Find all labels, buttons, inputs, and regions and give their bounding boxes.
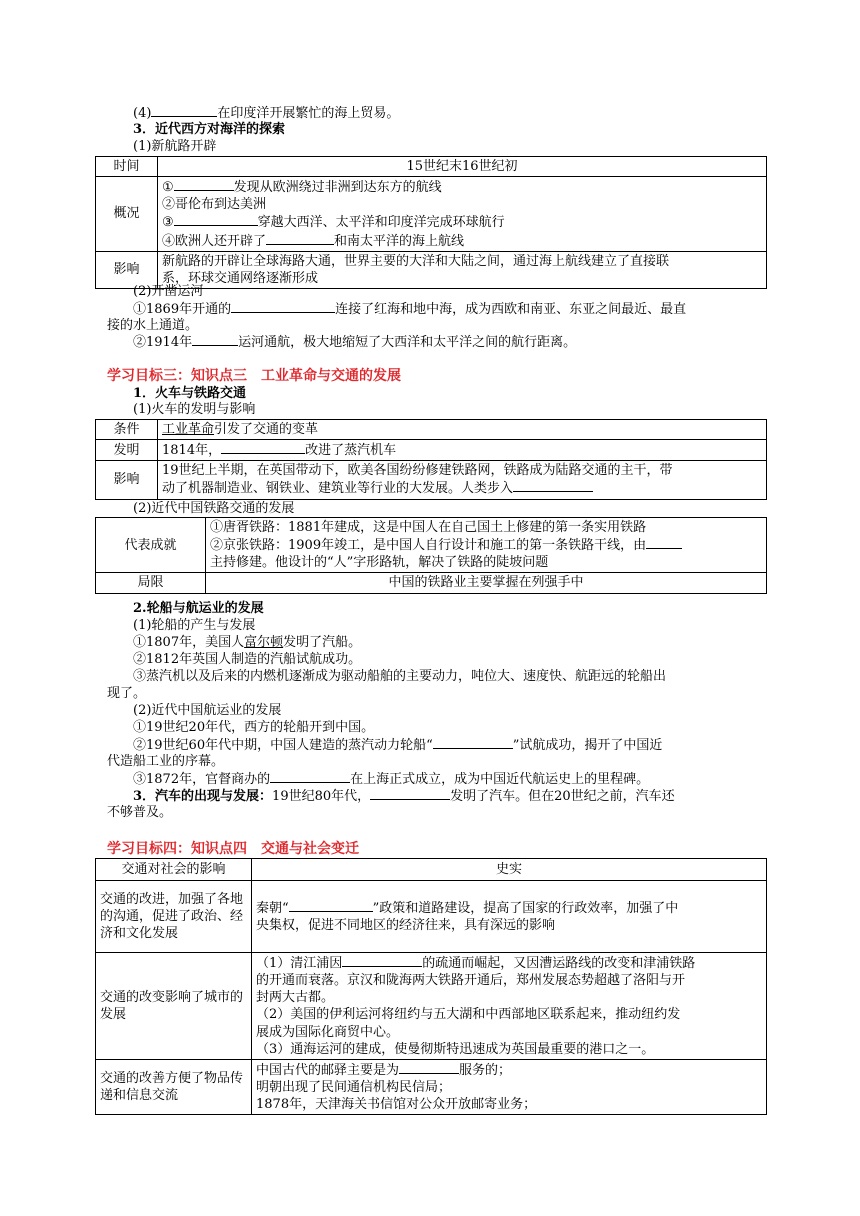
item-4: (4) 在印度洋开展繁忙的海上贸易。 — [133, 106, 400, 121]
china-railway-table — [95, 517, 767, 594]
train-table — [95, 419, 767, 500]
car-heading: 3．汽车的出现与发展：19世纪80年代， 发明了汽车。但在20世纪之前，汽车还 — [133, 789, 675, 804]
table-header-facts: 史实 — [252, 859, 767, 881]
row-label-2: 交通的改变影响了城市的发展 — [96, 953, 252, 1060]
answer-blank[interactable] — [513, 479, 593, 492]
impact-cell: 19世纪上半期，在英国带动下，欧美各国纷纷修建铁路网，铁路成为陆路交通的主干，带 动了机器制造业、钢铁业、建筑业等行业的大发展。人类步入 — [158, 461, 767, 499]
car-heading-cont: 不够普及。 — [107, 805, 173, 820]
table-header-impact: 交通对社会的影响 — [96, 859, 252, 881]
answer-blank[interactable] — [231, 300, 335, 313]
answer-blank[interactable] — [174, 213, 258, 226]
answer-blank[interactable] — [646, 536, 682, 549]
answer-blank[interactable] — [151, 104, 217, 117]
shipping-item-3: ③1872年，官督商办的 在上海正式成立，成为中国近代航运史上的里程碑。 — [133, 772, 650, 787]
sub-heading: (2)近代中国铁路交通的发展 — [133, 501, 295, 516]
section-title: 学习目标三：知识点三 工业革命与交通的发展 — [107, 368, 401, 384]
answer-blank[interactable] — [221, 441, 305, 454]
answer-blank[interactable] — [433, 736, 513, 749]
heading-3: 3．近代西方对海洋的探索 — [133, 122, 286, 137]
answer-blank[interactable] — [192, 333, 238, 346]
sub-heading: (2)近代中国航运业的发展 — [133, 703, 282, 718]
canal-2: ②1914年 运河通航，极大地缩短了大西洋和太平洋之间的航行距离。 — [133, 335, 577, 350]
ship-item-3: ③蒸汽机以及后来的内燃机逐渐成为驱动船舶的主要动力，吨位大、速度快、航距远的轮船出 — [133, 669, 667, 684]
sub-heading: (1)火车的发明与影响 — [133, 402, 256, 417]
row-label-achievements: 代表成就 — [96, 518, 206, 573]
answer-blank[interactable] — [342, 954, 422, 967]
impact-cell: 新航路的开辟让全球海路大通，世界主要的大洋和大陆之间，通过海上航线建立了直接联 系，环球交通网络逐渐形成 — [158, 251, 767, 288]
ship-item-1: ①1807年，美国人富尔顿发明了汽船。 — [133, 635, 362, 650]
society-table — [95, 858, 767, 1115]
row-label-impact: 影响 — [96, 251, 158, 288]
canal-1-cont: 接的水上通道。 — [107, 318, 199, 333]
overview-cell: ① 发现从欧洲绕过非洲到达东方的航线 ②哥伦布到达美洲 ③ 穿越大西洋、太平洋和印度洋完成环球航行 ④欧洲人还开辟了 和南太平洋的海上航线 — [158, 177, 767, 252]
answer-blank[interactable] — [266, 232, 334, 245]
row-label-impact: 影响 — [96, 461, 158, 499]
heading: 2.轮船与航运业的发展 — [133, 601, 264, 616]
answer-blank[interactable] — [174, 178, 234, 191]
row-label-overview: 概况 — [96, 177, 158, 252]
achievements-cell: ①唐胥铁路：1881年建成，这是中国人在自己国土上修建的第一条实用铁路 ②京张铁路：1909年竣工，是中国人自行设计和施工的第一条铁路干线，由 主持修建。他设计的“人”字形路轨，解决了铁路的陡坡问题 — [206, 518, 767, 573]
shipping-item-1: ①19世纪20年代，西方的轮船开到中国。 — [133, 720, 375, 735]
section-title: 学习目标四：知识点四 交通与社会变迁 — [107, 841, 359, 857]
answer-blank[interactable] — [270, 770, 350, 783]
row-label-condition: 条件 — [96, 420, 158, 440]
row-label-3: 交通的改善方便了物品传递和信息交流 — [96, 1059, 252, 1114]
shipping-item-2: ②19世纪60年代中期，中国人建造的蒸汽动力轮船“ ”试航成功，揭开了中国近 — [133, 738, 663, 753]
new-routes-table — [95, 156, 767, 289]
heading: 1．火车与铁路交通 — [133, 386, 247, 401]
ship-item-3-cont: 现了。 — [107, 686, 147, 701]
row-label-invention: 发明 — [96, 440, 158, 461]
row-label-1: 交通的改进，加强了各地的沟通，促进了政治、经济和文化发展 — [96, 881, 252, 953]
facts-cell-1: 秦朝“ ”政策和道路建设，提高了国家的行政效率，加强了中 央集权，促进不同地区的经济往来，具有深远的影响 — [252, 881, 767, 953]
sub-heading: (2)开凿运河 — [133, 284, 204, 299]
canal-1: ①1869年开通的 连接了红海和地中海，成为西欧和南亚、东亚之间最近、最直 — [133, 302, 687, 317]
row-label-limitation: 局限 — [96, 573, 206, 593]
sub-heading: (1)新航路开辟 — [133, 139, 217, 154]
sub-heading: (1)轮船的产生与发展 — [133, 618, 256, 633]
facts-cell-2: （1）清江浦因 的疏通而崛起，又因漕运路线的改变和津浦铁路 的开通而衰落。京汉和陇海两大铁路开通后，郑州发展态势超越了洛阳与开 封两大古都。 （2）美国的伊利运河将纽约与五大湖和中西部地区联系起来，推动纽约发 展成为国际化商贸中心。 （3）通海运河的建成，使曼彻斯特迅速成为英国最重要的港口之一。 — [252, 953, 767, 1060]
facts-cell-3: 中国古代的邮驿主要是为 服务的； 明朝出现了民间通信机构民信局； 1878年，天津海关书信馆对公众开放邮寄业务； — [252, 1059, 767, 1114]
answer-blank[interactable] — [289, 899, 373, 912]
table-header-period: 15世纪末16世纪初 — [158, 157, 767, 177]
answer-blank[interactable] — [399, 1061, 459, 1074]
limitation-cell: 中国的铁路业主要掌握在列强手中 — [206, 573, 767, 593]
ship-item-2: ②1812年英国人制造的汽船试航成功。 — [133, 652, 362, 667]
invention-cell: 1814年， 改进了蒸汽机车 — [158, 440, 767, 461]
table-header-time: 时间 — [96, 157, 158, 177]
condition-cell: 工业革命引发了交通的变革 — [158, 420, 767, 440]
shipping-item-2-cont: 代造船工业的序幕。 — [107, 754, 225, 769]
answer-blank[interactable] — [370, 787, 450, 800]
